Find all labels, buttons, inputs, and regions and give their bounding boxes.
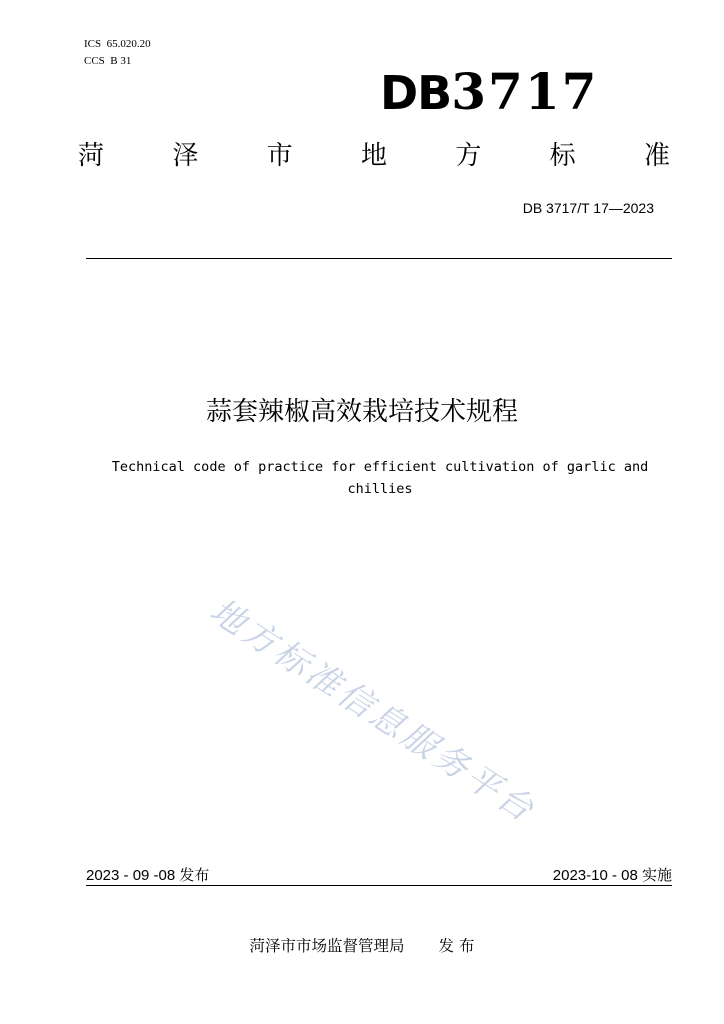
- publisher-action: 发 布: [438, 937, 475, 955]
- publisher-line: [0, 934, 724, 956]
- standard-category: [78, 138, 670, 174]
- db-logo-number: 3717: [451, 62, 599, 121]
- org-char: 准: [643, 141, 670, 171]
- db-logo-prefix: DB: [380, 66, 452, 120]
- ccs-code: CCS B 31: [84, 55, 132, 67]
- ics-code: ICS 65.020.20: [84, 38, 151, 50]
- issue-date: 2023 - 09 -08 发布: [86, 867, 210, 884]
- implementation-date: 2023-10 - 08 实施: [552, 867, 672, 884]
- classification-codes: [84, 36, 151, 70]
- org-char: 市: [266, 141, 293, 171]
- english-title-line: chillies: [347, 481, 413, 497]
- top-divider: [86, 258, 672, 259]
- english-title-line: Technical code of practice for efficient cultivation of garlic and: [111, 459, 649, 475]
- org-char: 方: [455, 141, 482, 171]
- document-title-chinese: 蒜套辣椒高效栽培技术规程: [205, 397, 518, 427]
- bottom-divider: [86, 885, 672, 886]
- org-char: 地: [360, 141, 387, 171]
- org-char: 泽: [172, 141, 199, 171]
- watermark-text: 地方标准信息服务平台: [202, 590, 544, 832]
- publisher-name: 菏泽市市场监督管理局: [249, 937, 405, 955]
- org-char: 标: [549, 141, 576, 171]
- document-title-english: [90, 456, 670, 500]
- org-char: 菏: [78, 141, 105, 171]
- standard-number: DB 3717/T 17—2023: [522, 200, 654, 216]
- db-logo: [380, 62, 598, 123]
